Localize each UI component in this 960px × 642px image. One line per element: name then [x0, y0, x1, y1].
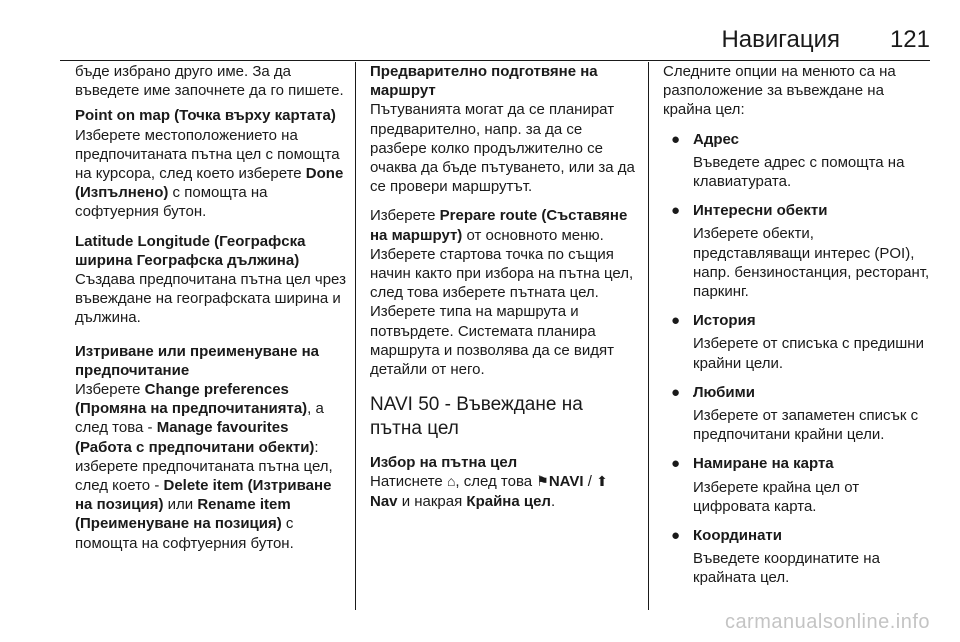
paragraph-point-on-map: Point on map (Точка върху картата) Изберете местоположението на предпочитаната пътна цел с помощта на курсора, след което изберете Done (Изпълнено) с помощта на софтуерния бутон. [75, 107, 344, 221]
flag-icon: ⚑ [536, 473, 549, 490]
bullet-icon: ● [671, 130, 681, 148]
list-item: ● Любими Изберете от запаметен списък с предпочитани крайни цели. [671, 383, 919, 444]
column-divider [648, 62, 649, 610]
paragraph-select-destination: Натиснете ⌂, след това ⚑NAVI / ⬆Nav и накрая Крайна цел. [370, 473, 608, 510]
heading-delete-rename: Изтриване или преименуване на предпочитание [75, 342, 320, 379]
list-item: ● История Изберете от списъка с предишни крайни цели. [671, 312, 924, 372]
paragraph: бъде избрано друго име. За да въведете име започнете да го пишете. [75, 63, 344, 100]
term-lat-long: Latitude Longitude (Географска ширина Географска дължина) [75, 232, 306, 269]
paragraph: Пътуванията могат да се планират предварително, напр. за да се разбере колко продължително се очаква да бъде пътуването, или за да се провери маршрутът. [370, 101, 635, 196]
heading-select-destination: Избор на пътна цел [370, 454, 518, 472]
bullet-icon: ● [671, 527, 681, 545]
column-2 [370, 62, 635, 521]
home-icon: ⌂ [446, 473, 456, 490]
page-number: 121 [889, 26, 930, 53]
heading-prepare-route: Предварително подготвяне на маршрут [370, 63, 598, 100]
section-heading-navi50: NAVI 50 - Въвеждане на пътна цел [370, 394, 583, 440]
column-divider [355, 62, 356, 610]
bullet-icon: ● [671, 383, 681, 401]
bullet-icon: ● [671, 202, 681, 220]
page-header [60, 26, 930, 60]
bullet-icon: ● [671, 312, 681, 330]
column-3 [663, 62, 933, 598]
column-1 [75, 62, 347, 563]
list-item: ● Намиране на карта Изберете крайна цел от цифровата карта. [671, 455, 860, 515]
paragraph-lat-long: Latitude Longitude (Географска ширина Географска дължина) Създава предпочитана пътна цел чрез въвеждане на географската ширина и дължина. [75, 232, 346, 327]
destination-options-list [663, 130, 933, 588]
paragraph-intro: Следните опции на менюто са на разположение за въвеждане на крайна цел: [663, 63, 896, 119]
list-item: ● Координати Въведете координатите на крайната цел. [671, 527, 880, 587]
paragraph-prepare-route: Изберете Prepare route (Съставяне на маршрут) от основното меню. Изберете стартова точка по същия начин както при избора на пътна цел, след това изберете пътната цел. Изберете типа на маршрута и потвърдете. Системата планира маршрута и позволява да се видят детайли от него. [370, 207, 634, 379]
paragraph-delete-rename: Изберете Change preferences (Промяна на предпочитанията), а след това - Manage favourites (Работа с предпочитани обекти): изберете предпочитаната пътна цел, след което - Delete item (Изтриване на позиция) или Rename item (Преименуване на позиция) с помощта на софтуерния бутон. [75, 381, 333, 552]
watermark: carmanualsonline.info [724, 611, 930, 633]
navigation-arrow-icon: ⬆ [596, 473, 608, 490]
section-title: Навигация [721, 26, 840, 53]
bullet-icon: ● [671, 455, 681, 473]
list-item: ● Интересни обекти Изберете обекти, представляващи интерес (POI), напр. бензиностанция, ресторант, паркинг. [671, 202, 930, 301]
header-rule [60, 60, 930, 61]
term-point-on-map: Point on map (Точка върху картата) [75, 107, 336, 125]
list-item: ● Адрес Въведете адрес с помощта на клавиатурата. [671, 130, 905, 191]
